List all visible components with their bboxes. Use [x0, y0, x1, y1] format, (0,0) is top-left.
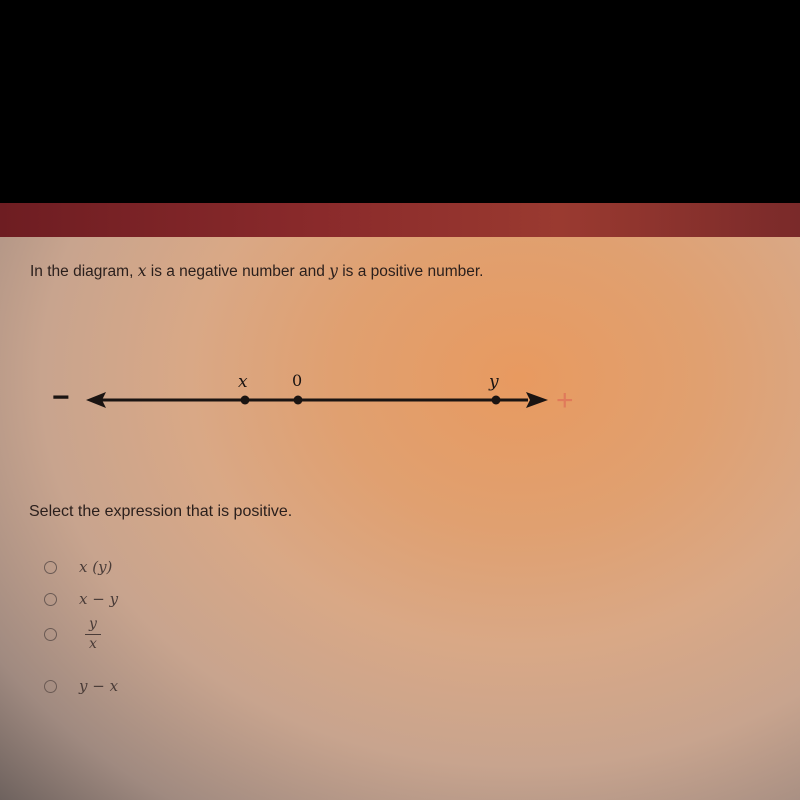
choice-a-radio[interactable]: [44, 561, 57, 574]
choice-c[interactable]: [44, 617, 101, 652]
point-x-dot: [241, 396, 250, 405]
choice-d-radio[interactable]: [44, 680, 57, 693]
fraction-bar: [85, 634, 101, 635]
choice-a-label: x (y): [79, 558, 113, 576]
point-y-dot: [492, 396, 501, 405]
question-part-2: is a negative number and: [146, 263, 330, 280]
question-part-1: In the diagram,: [30, 263, 138, 280]
header-bar: [0, 203, 800, 237]
choice-a[interactable]: [44, 558, 112, 576]
question-var-x: x: [137, 262, 147, 280]
question-var-y: y: [329, 262, 338, 280]
point-zero-label: 0: [292, 371, 303, 390]
question-text: [30, 262, 484, 281]
choice-b[interactable]: [44, 590, 118, 608]
choice-b-radio[interactable]: [44, 593, 57, 606]
choice-d-label: y − x: [79, 677, 119, 695]
choice-c-radio[interactable]: [44, 628, 57, 641]
question-part-3: is a positive number.: [337, 263, 484, 280]
point-zero-dot: [294, 396, 303, 405]
point-y-label: y: [489, 372, 499, 392]
minus-sign: −: [52, 381, 70, 414]
prompt-text: Select the expression that is positive.: [29, 503, 293, 520]
choice-c-denominator: x: [89, 636, 97, 653]
choice-b-label: x − y: [79, 590, 119, 608]
plus-sign: +: [556, 384, 574, 417]
choice-d[interactable]: [44, 677, 118, 695]
right-arrowhead: [526, 392, 548, 408]
choice-c-numerator: y: [89, 616, 97, 632]
choice-c-fraction: [85, 617, 101, 652]
number-line-diagram: [0, 360, 800, 420]
point-x-label: x: [238, 372, 248, 392]
